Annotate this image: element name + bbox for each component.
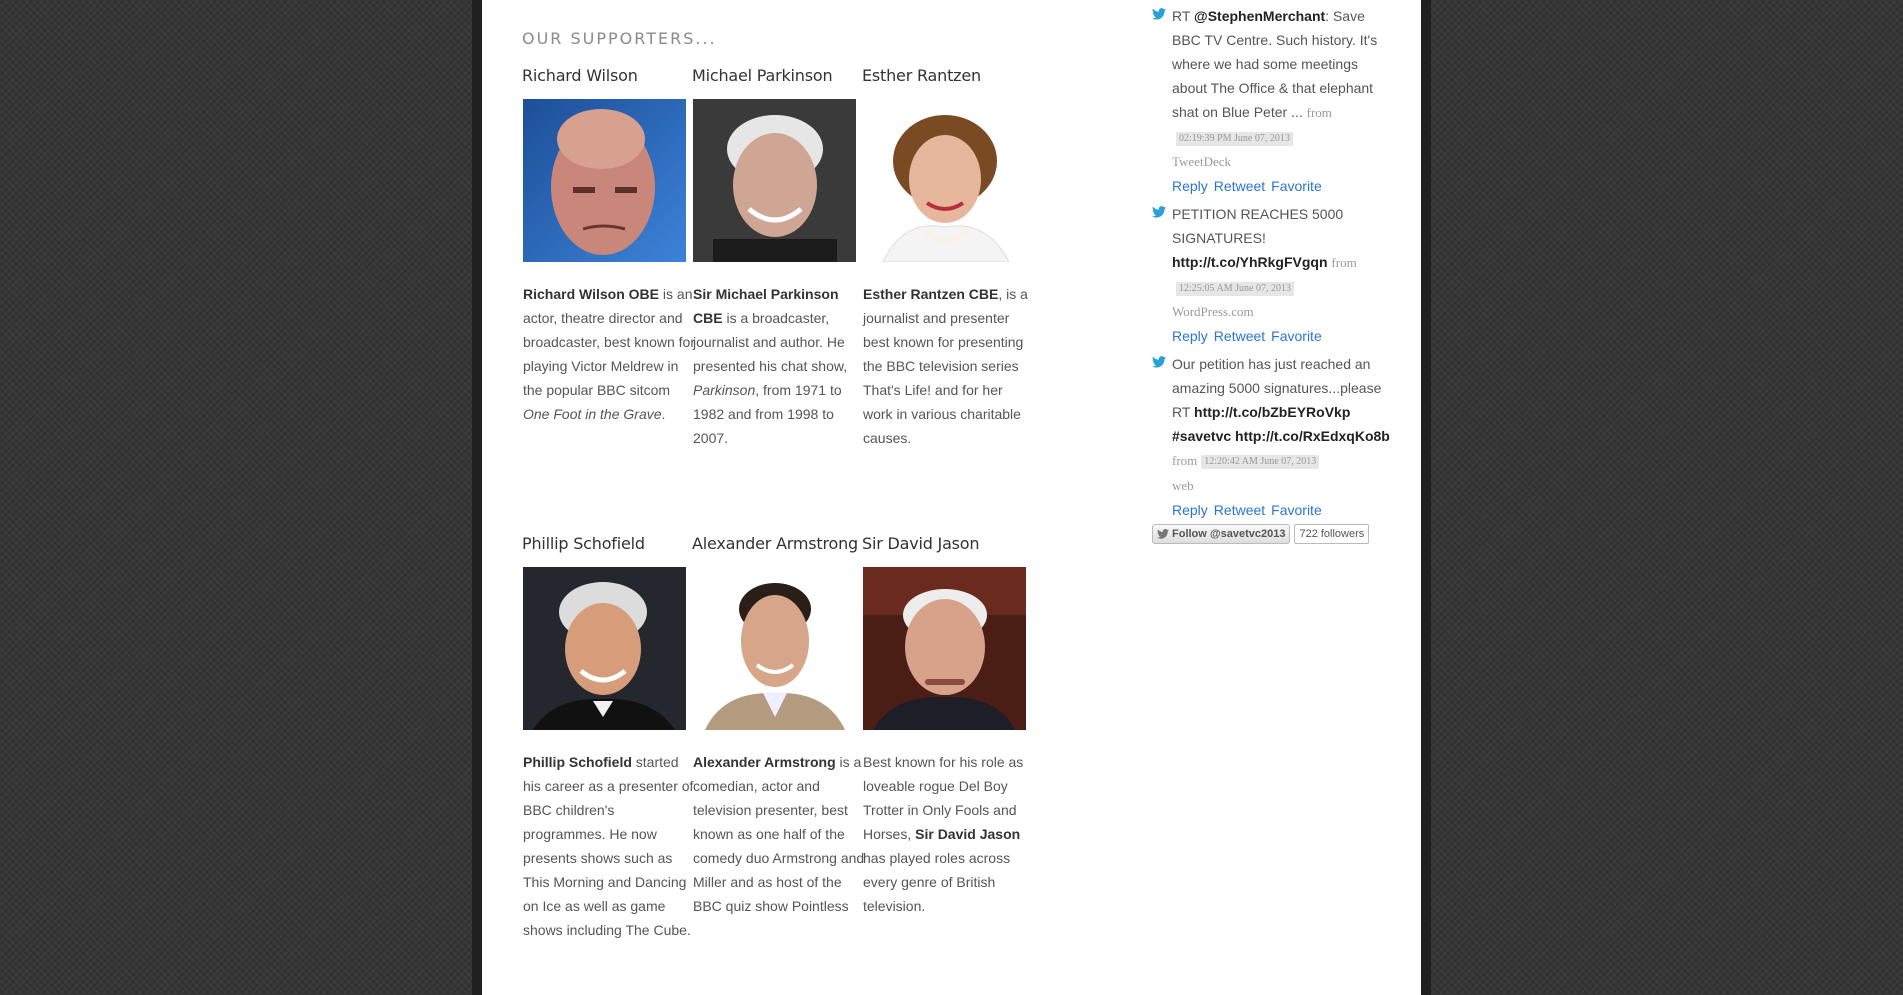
favorite-link[interactable]: Favorite bbox=[1271, 178, 1322, 194]
section-title: OUR SUPPORTERS... bbox=[522, 29, 717, 48]
bio-name: Alexander Armstrong bbox=[693, 754, 836, 770]
tweet-item bbox=[1152, 352, 1392, 522]
supporter-name: Sir David Jason bbox=[862, 534, 980, 553]
reply-link[interactable]: Reply bbox=[1172, 178, 1208, 194]
tweet-actions bbox=[1172, 324, 1392, 348]
bio-text: has played roles across every genre of British television. bbox=[863, 850, 1011, 914]
twitter-bird-icon bbox=[1152, 8, 1166, 20]
tweet-text: Our petition has just reached an amazing 5000 signatures...please RT bbox=[1172, 356, 1382, 420]
tweet-timestamp[interactable]: 02:19:39 PM June 07, 2013 bbox=[1176, 132, 1293, 146]
tweet-timestamp[interactable]: 12:25:05 AM June 07, 2013 bbox=[1176, 282, 1294, 296]
supporter-bio bbox=[523, 750, 695, 942]
bio-name: Richard Wilson OBE bbox=[523, 286, 660, 302]
bio-text: is a comedian, actor and television presenter, best known as one half of the comedy duo Armstrong and Miller and as host of the BBC quiz show Pointless bbox=[693, 754, 865, 914]
bio-text: started his career as a presenter of BBC children's programmes. He now presents shows such as This Morning and Dancing on Ice as well as game shows including The Cube. bbox=[523, 754, 694, 938]
favorite-link[interactable]: Favorite bbox=[1271, 502, 1322, 518]
supporter-name: Richard Wilson bbox=[522, 66, 638, 85]
favorite-link[interactable]: Favorite bbox=[1271, 328, 1322, 344]
follow-button[interactable] bbox=[1152, 524, 1290, 544]
portrait-image bbox=[863, 567, 1026, 730]
supporter-card-alexander-armstrong bbox=[692, 534, 867, 918]
bio-name: Sir Michael Parkinson CBE bbox=[693, 286, 839, 326]
tweet-text: PETITION REACHES 5000 SIGNATURES! bbox=[1172, 206, 1344, 246]
reply-link[interactable]: Reply bbox=[1172, 502, 1208, 518]
bio-text: is an actor, theatre director and broadcaster, best known for playing Victor Meldrew in the popular BBC sitcom bbox=[523, 286, 695, 398]
twitter-bird-icon bbox=[1157, 529, 1169, 539]
follow-button-label: Follow @savetvc2013 bbox=[1172, 528, 1286, 540]
page-content bbox=[482, 0, 1421, 995]
bio-name: Sir David Jason bbox=[915, 826, 1021, 842]
supporter-card-richard-wilson bbox=[522, 66, 697, 426]
tweet-from-label: from bbox=[1172, 453, 1198, 468]
portrait-image bbox=[863, 99, 1026, 262]
tweet-text: RT bbox=[1172, 8, 1195, 24]
follow-row bbox=[1152, 524, 1392, 544]
portrait-image bbox=[693, 99, 856, 262]
supporter-photo bbox=[693, 99, 856, 262]
retweet-link[interactable]: Retweet bbox=[1213, 502, 1266, 518]
tweet-from-label: from bbox=[1306, 105, 1332, 120]
tweet-source-link[interactable]: WordPress.com bbox=[1172, 304, 1254, 319]
tweet-source-link[interactable]: TweetDeck bbox=[1172, 154, 1232, 169]
bio-text: , is a journalist and presenter best known for presenting the BBC television series That's Life! and for her work in various charitable causes. bbox=[863, 286, 1028, 446]
supporter-card-michael-parkinson bbox=[692, 66, 867, 450]
bio-italic: Parkinson bbox=[693, 382, 756, 398]
supporter-bio bbox=[863, 750, 1035, 918]
supporter-bio bbox=[693, 282, 865, 450]
supporter-photo bbox=[693, 567, 856, 730]
page-frame-left bbox=[472, 0, 482, 995]
twitter-bird-icon bbox=[1152, 206, 1166, 218]
portrait-image bbox=[693, 567, 856, 730]
page-frame-right bbox=[1421, 0, 1431, 995]
tweet-text: : Save BBC TV Centre. Such history. It's where we had some meetings about The Office & that elephant shat on Blue Peter ... bbox=[1172, 8, 1378, 120]
tweet-item bbox=[1152, 4, 1392, 198]
tweet-actions bbox=[1172, 498, 1392, 522]
bio-name: Esther Rantzen CBE bbox=[863, 286, 999, 302]
bio-name: Phillip Schofield bbox=[523, 754, 632, 770]
tweet-url-link[interactable]: http://t.co/YhRkgFVgqn bbox=[1172, 254, 1328, 270]
bio-italic: One Foot in the Grave bbox=[523, 406, 662, 422]
supporter-card-phillip-schofield bbox=[522, 534, 697, 942]
tweet-item bbox=[1152, 202, 1392, 348]
supporter-bio bbox=[863, 282, 1035, 450]
twitter-bird-icon bbox=[1152, 356, 1166, 368]
reply-link[interactable]: Reply bbox=[1172, 328, 1208, 344]
portrait-image bbox=[523, 567, 686, 730]
supporter-name: Esther Rantzen bbox=[862, 66, 981, 85]
supporter-card-esther-rantzen bbox=[862, 66, 1037, 450]
tweet-mention-link[interactable]: @StephenMerchant bbox=[1194, 8, 1326, 24]
tweet-url-link[interactable]: http://t.co/bZbEYRoVkp #savetvc http://t.co/RxEdxqKo8b bbox=[1172, 404, 1390, 444]
supporter-photo bbox=[863, 99, 1026, 262]
supporter-name: Alexander Armstrong bbox=[692, 534, 858, 553]
supporter-card-sir-david-jason bbox=[862, 534, 1037, 918]
supporter-photo bbox=[523, 99, 686, 262]
supporter-bio bbox=[693, 750, 865, 918]
followers-count[interactable]: 722 followers bbox=[1294, 524, 1369, 544]
supporter-bio bbox=[523, 282, 695, 426]
tweet-timestamp[interactable]: 12:20:42 AM June 07, 2013 bbox=[1201, 455, 1319, 469]
supporter-photo bbox=[863, 567, 1026, 730]
portrait-image bbox=[523, 99, 686, 262]
bio-tail: , from 1971 to 1982 and from 1998 to 2007. bbox=[693, 382, 842, 446]
bio-tail: . bbox=[661, 406, 666, 422]
supporter-photo bbox=[523, 567, 686, 730]
tweet-actions bbox=[1172, 174, 1392, 198]
retweet-link[interactable]: Retweet bbox=[1213, 328, 1266, 344]
bio-text: is a broadcaster, journalist and author. He presented his chat show, bbox=[693, 310, 848, 374]
supporter-name: Michael Parkinson bbox=[692, 66, 833, 85]
tweet-source-link[interactable]: web bbox=[1172, 478, 1194, 493]
twitter-widget bbox=[1152, 0, 1392, 544]
bio-pre: Best known for his role as loveable rogue Del Boy Trotter in Only Fools and Horses, bbox=[863, 754, 1024, 842]
supporter-name: Phillip Schofield bbox=[522, 534, 645, 553]
retweet-link[interactable]: Retweet bbox=[1213, 178, 1266, 194]
tweet-from-label: from bbox=[1331, 255, 1357, 270]
